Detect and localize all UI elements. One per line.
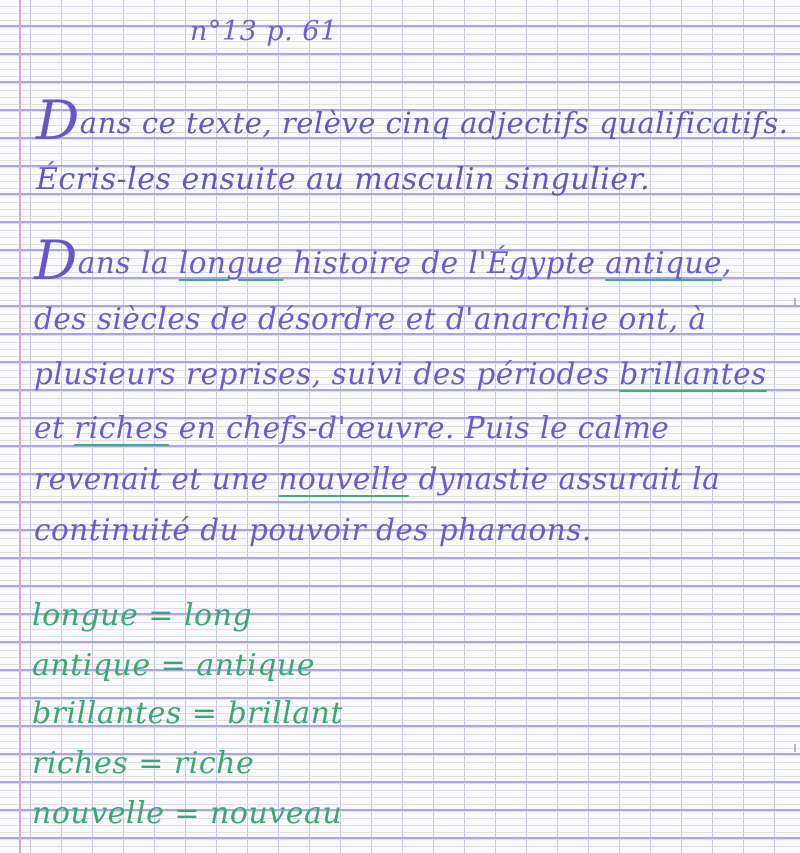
underlined-adjective: nouvelle [278,462,409,496]
paragraph-drop-cap: D [34,229,78,292]
paragraph-line-4 [34,411,669,445]
paragraph-line-2: des siècles de désordre et d'anarchie ont, à [34,302,707,336]
paragraph-text: ans la [77,246,179,280]
paragraph-text: revenait et une [34,462,279,496]
underlined-adjective: antique [605,246,722,280]
underlined-adjective: brillantes [619,357,767,391]
paragraph-text: dynastie assurait la [408,462,721,496]
margin-mark [794,298,796,306]
paragraph-line-6: continuité du pouvoir des pharaons. [34,513,592,547]
paragraph-text: en chefs-d'œuvre. Puis le calme [168,411,670,445]
answer-line: brillantes = brillant [32,696,344,731]
answer-line: longue = long [32,598,253,633]
paragraph-text: histoire de l'Égypte [283,246,606,280]
answer-line: riches = riche [32,746,255,781]
underlined-adjective: longue [178,246,284,280]
instruction-text-1: ans ce texte, relève cinq adjectifs qualificatifs. [79,106,789,140]
margin-mark [794,744,796,752]
answer-line: antique = antique [32,648,315,683]
paragraph-text: et [34,411,75,445]
paragraph-line-3 [34,357,767,391]
paragraph-line-1 [34,229,732,292]
paragraph-text: plusieurs reprises, suivi des périodes [34,357,620,391]
instruction-line-2: Écris-les ensuite au masculin singulier. [36,162,651,197]
instruction-drop-cap: D [36,89,80,152]
paragraph-text: , [721,246,732,280]
underlined-adjective: riches [74,411,169,445]
paragraph-line-5 [34,462,720,496]
instruction-line-1 [36,89,789,152]
exercise-reference: n°13 p. 61 [190,16,338,47]
answer-line: nouvelle = nouveau [32,796,343,831]
